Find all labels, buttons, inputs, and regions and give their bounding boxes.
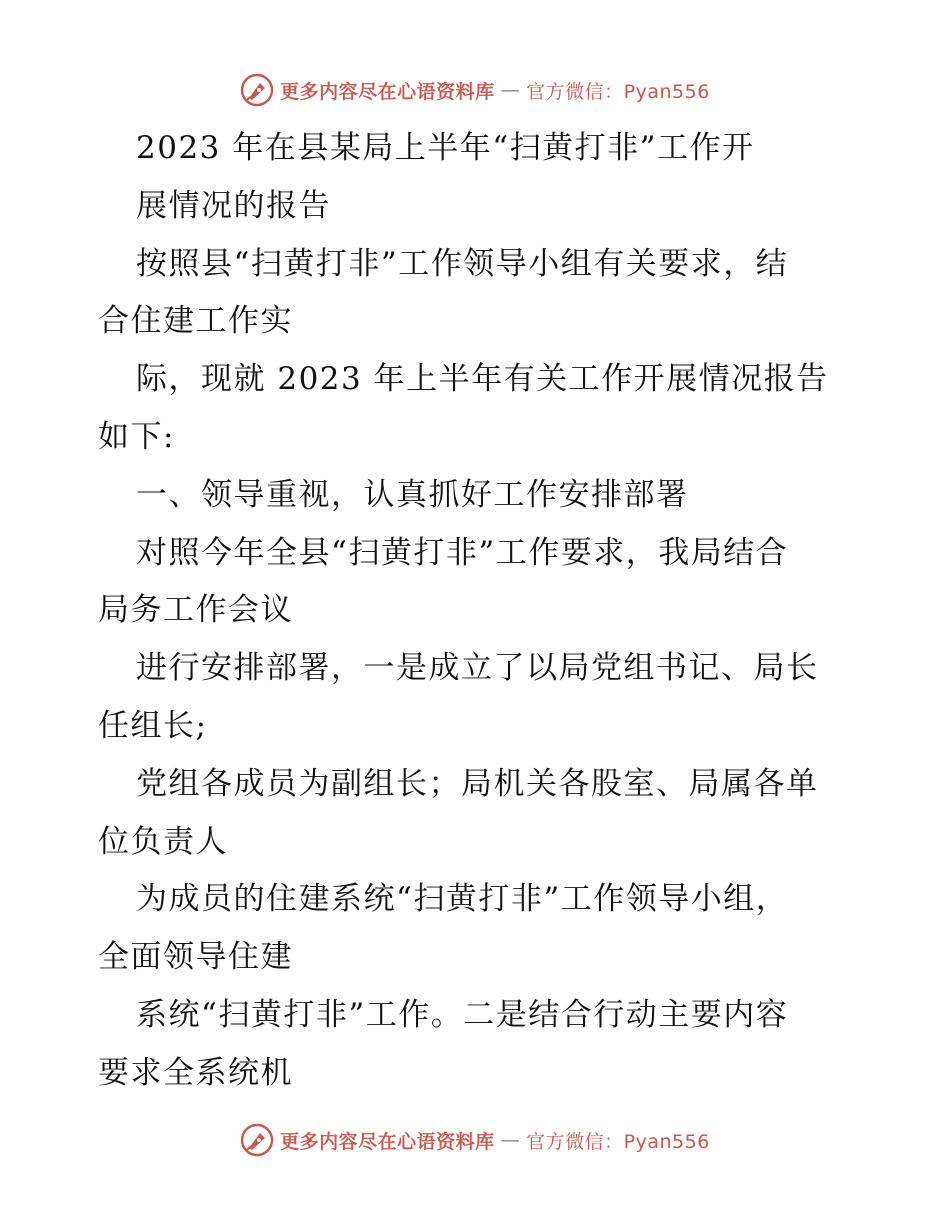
pen-nib-logo-icon xyxy=(240,73,274,107)
watermark-main-text: 更多内容尽在心语资料库 xyxy=(280,1130,495,1153)
doc-paragraph-line: 要求全系统机 xyxy=(98,1054,293,1091)
header-watermark xyxy=(0,70,950,110)
doc-paragraph-line: 局务工作会议 xyxy=(98,592,293,629)
doc-paragraph-line: 进行安排部署，一是成立了以局党组书记、局长 xyxy=(136,650,819,687)
watermark-sub-text: 官方微信：Pyan556 xyxy=(526,1130,710,1153)
doc-paragraph-line: 如下: xyxy=(98,418,175,455)
watermark-separator: — xyxy=(500,1129,521,1151)
doc-paragraph-line: 党组各成员为副组长；局机关各股室、局属各单 xyxy=(136,765,819,802)
doc-title-line-2: 展情况的报告 xyxy=(136,187,331,224)
watermark-sub-text: 官方微信：Pyan556 xyxy=(526,80,710,103)
doc-paragraph-line: 对照今年全县“扫黄打非”工作要求，我局结合 xyxy=(136,534,789,571)
doc-paragraph-line: 合住建工作实 xyxy=(98,303,293,340)
document-body xyxy=(98,120,858,1103)
doc-paragraph-line: 任组长; xyxy=(98,707,208,744)
doc-paragraph-line: 际，现就 2023 年上半年有关工作开展情况报告 xyxy=(136,361,829,398)
footer-watermark xyxy=(0,1120,950,1160)
doc-paragraph-line: 位负责人 xyxy=(98,823,228,860)
doc-section-heading: 一、领导重视，认真抓好工作安排部署 xyxy=(136,476,689,513)
watermark-main-text: 更多内容尽在心语资料库 xyxy=(280,80,495,103)
watermark-separator: — xyxy=(500,79,521,101)
doc-paragraph-line: 为成员的住建系统“扫黄打非”工作领导小组， xyxy=(136,881,789,918)
doc-title-line-1: 2023 年在县某局上半年“扫黄打非”工作开 xyxy=(136,130,755,166)
pen-nib-logo-icon xyxy=(240,1123,274,1157)
doc-paragraph-line: 系统“扫黄打非”工作。二是结合行动主要内容 xyxy=(136,996,789,1033)
doc-paragraph-line: 全面领导住建 xyxy=(98,939,293,976)
doc-paragraph-line: 按照县“扫黄打非”工作领导小组有关要求，结 xyxy=(136,245,789,282)
